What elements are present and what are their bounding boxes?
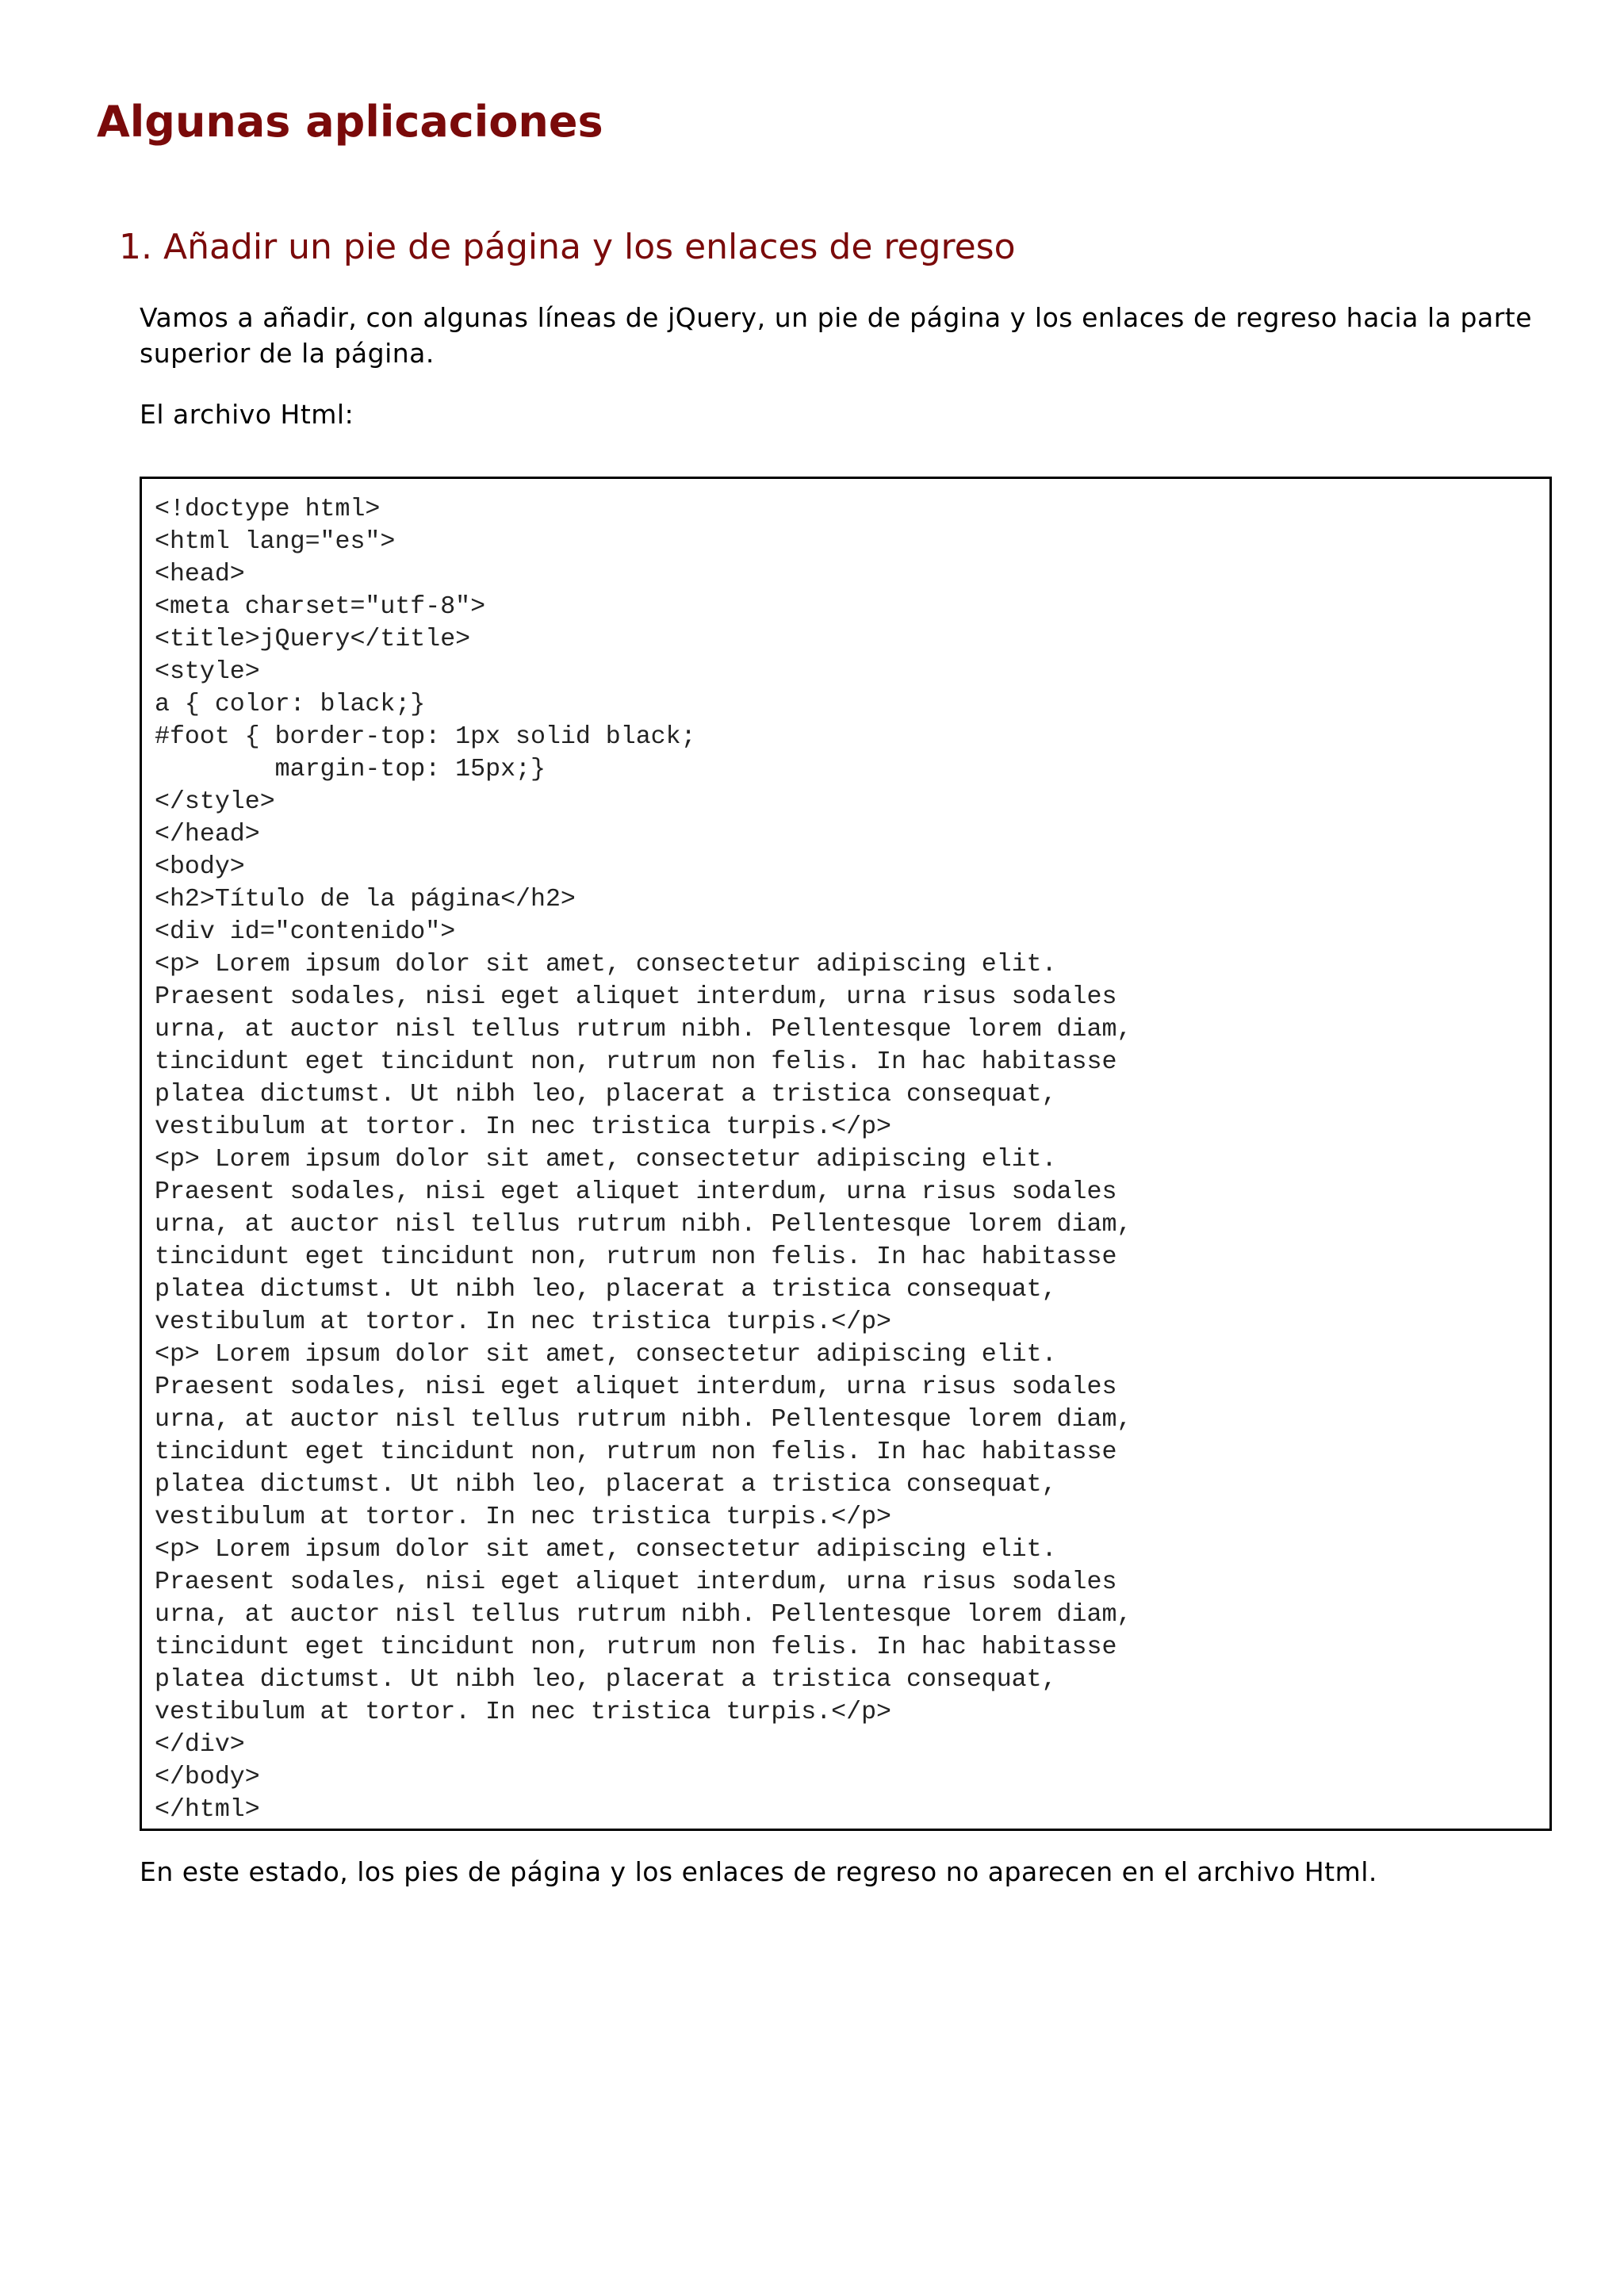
code-line: </html>: [155, 1796, 260, 1824]
code-line: urna, at auctor nisl tellus rutrum nibh. Pellentesque lorem diam,: [155, 1016, 1132, 1044]
code-line: <p> Lorem ipsum dolor sit amet, consectetur adipiscing elit.: [155, 1341, 1057, 1369]
code-line: </div>: [155, 1731, 245, 1759]
code-line: platea dictumst. Ut nibh leo, placerat a tristica consequat,: [155, 1276, 1057, 1304]
code-line: <head>: [155, 561, 245, 588]
code-line: Praesent sodales, nisi eget aliquet interdum, urna risus sodales: [155, 1373, 1117, 1401]
code-line: a { color: black;}: [155, 691, 426, 718]
code-line: <body>: [155, 853, 245, 881]
code-line: platea dictumst. Ut nibh leo, placerat a tristica consequat,: [155, 1666, 1057, 1694]
code-line: <meta charset="utf-8">: [155, 593, 486, 621]
code-line: <title>jQuery</title>: [155, 626, 471, 653]
intro-paragraph: Vamos a añadir, con algunas líneas de jQuery, un pie de página y los enlaces de regreso hacia la parte superior de la página.: [140, 302, 1532, 369]
code-line: margin-top: 15px;}: [155, 756, 546, 783]
code-line: Praesent sodales, nisi eget aliquet interdum, urna risus sodales: [155, 983, 1117, 1011]
code-line: vestibulum at tortor. In nec tristica turpis.</p>: [155, 1308, 892, 1336]
code-line: vestibulum at tortor. In nec tristica turpis.</p>: [155, 1113, 892, 1141]
code-line: </style>: [155, 788, 275, 816]
code-line: <div id="contenido">: [155, 918, 456, 946]
code-line: platea dictumst. Ut nibh leo, placerat a tristica consequat,: [155, 1081, 1057, 1109]
code-line: <p> Lorem ipsum dolor sit amet, consectetur adipiscing elit.: [155, 951, 1057, 978]
code-line: </body>: [155, 1764, 260, 1791]
code-line: tincidunt eget tincidunt non, rutrum non felis. In hac habitasse: [155, 1633, 1117, 1661]
code-line: <p> Lorem ipsum dolor sit amet, consectetur adipiscing elit.: [155, 1146, 1057, 1174]
code-line: #foot { border-top: 1px solid black;: [155, 723, 696, 751]
code-line: tincidunt eget tincidunt non, rutrum non felis. In hac habitasse: [155, 1438, 1117, 1466]
code-line: <html lang="es">: [155, 528, 396, 556]
code-line: <p> Lorem ipsum dolor sit amet, consectetur adipiscing elit.: [155, 1536, 1057, 1564]
code-line: urna, at auctor nisl tellus rutrum nibh. Pellentesque lorem diam,: [155, 1211, 1132, 1239]
code-line: urna, at auctor nisl tellus rutrum nibh. Pellentesque lorem diam,: [155, 1601, 1132, 1629]
section-title: 1. Añadir un pie de página y los enlaces de regreso: [119, 227, 1016, 267]
code-line: <!doctype html>: [155, 496, 381, 523]
code-line: vestibulum at tortor. In nec tristica turpis.</p>: [155, 1503, 892, 1531]
code-line: vestibulum at tortor. In nec tristica turpis.</p>: [155, 1698, 892, 1726]
page-title: Algunas aplicaciones: [97, 97, 603, 147]
code-listing-box: [140, 477, 1552, 1831]
code-line: tincidunt eget tincidunt non, rutrum non felis. In hac habitasse: [155, 1243, 1117, 1271]
code-line: urna, at auctor nisl tellus rutrum nibh. Pellentesque lorem diam,: [155, 1406, 1132, 1434]
code-listing: [155, 493, 1132, 1826]
code-line: <h2>Título de la página</h2>: [155, 886, 576, 913]
code-line: tincidunt eget tincidunt non, rutrum non felis. In hac habitasse: [155, 1048, 1117, 1076]
code-line: <style>: [155, 658, 260, 686]
code-line: platea dictumst. Ut nibh leo, placerat a tristica consequat,: [155, 1471, 1057, 1499]
code-line: Praesent sodales, nisi eget aliquet interdum, urna risus sodales: [155, 1568, 1117, 1596]
code-line: Praesent sodales, nisi eget aliquet interdum, urna risus sodales: [155, 1178, 1117, 1206]
closing-paragraph: En este estado, los pies de página y los enlaces de regreso no aparecen en el archivo Html.: [140, 1856, 1377, 1887]
file-label: El archivo Html:: [140, 399, 354, 430]
code-line: </head>: [155, 821, 260, 848]
